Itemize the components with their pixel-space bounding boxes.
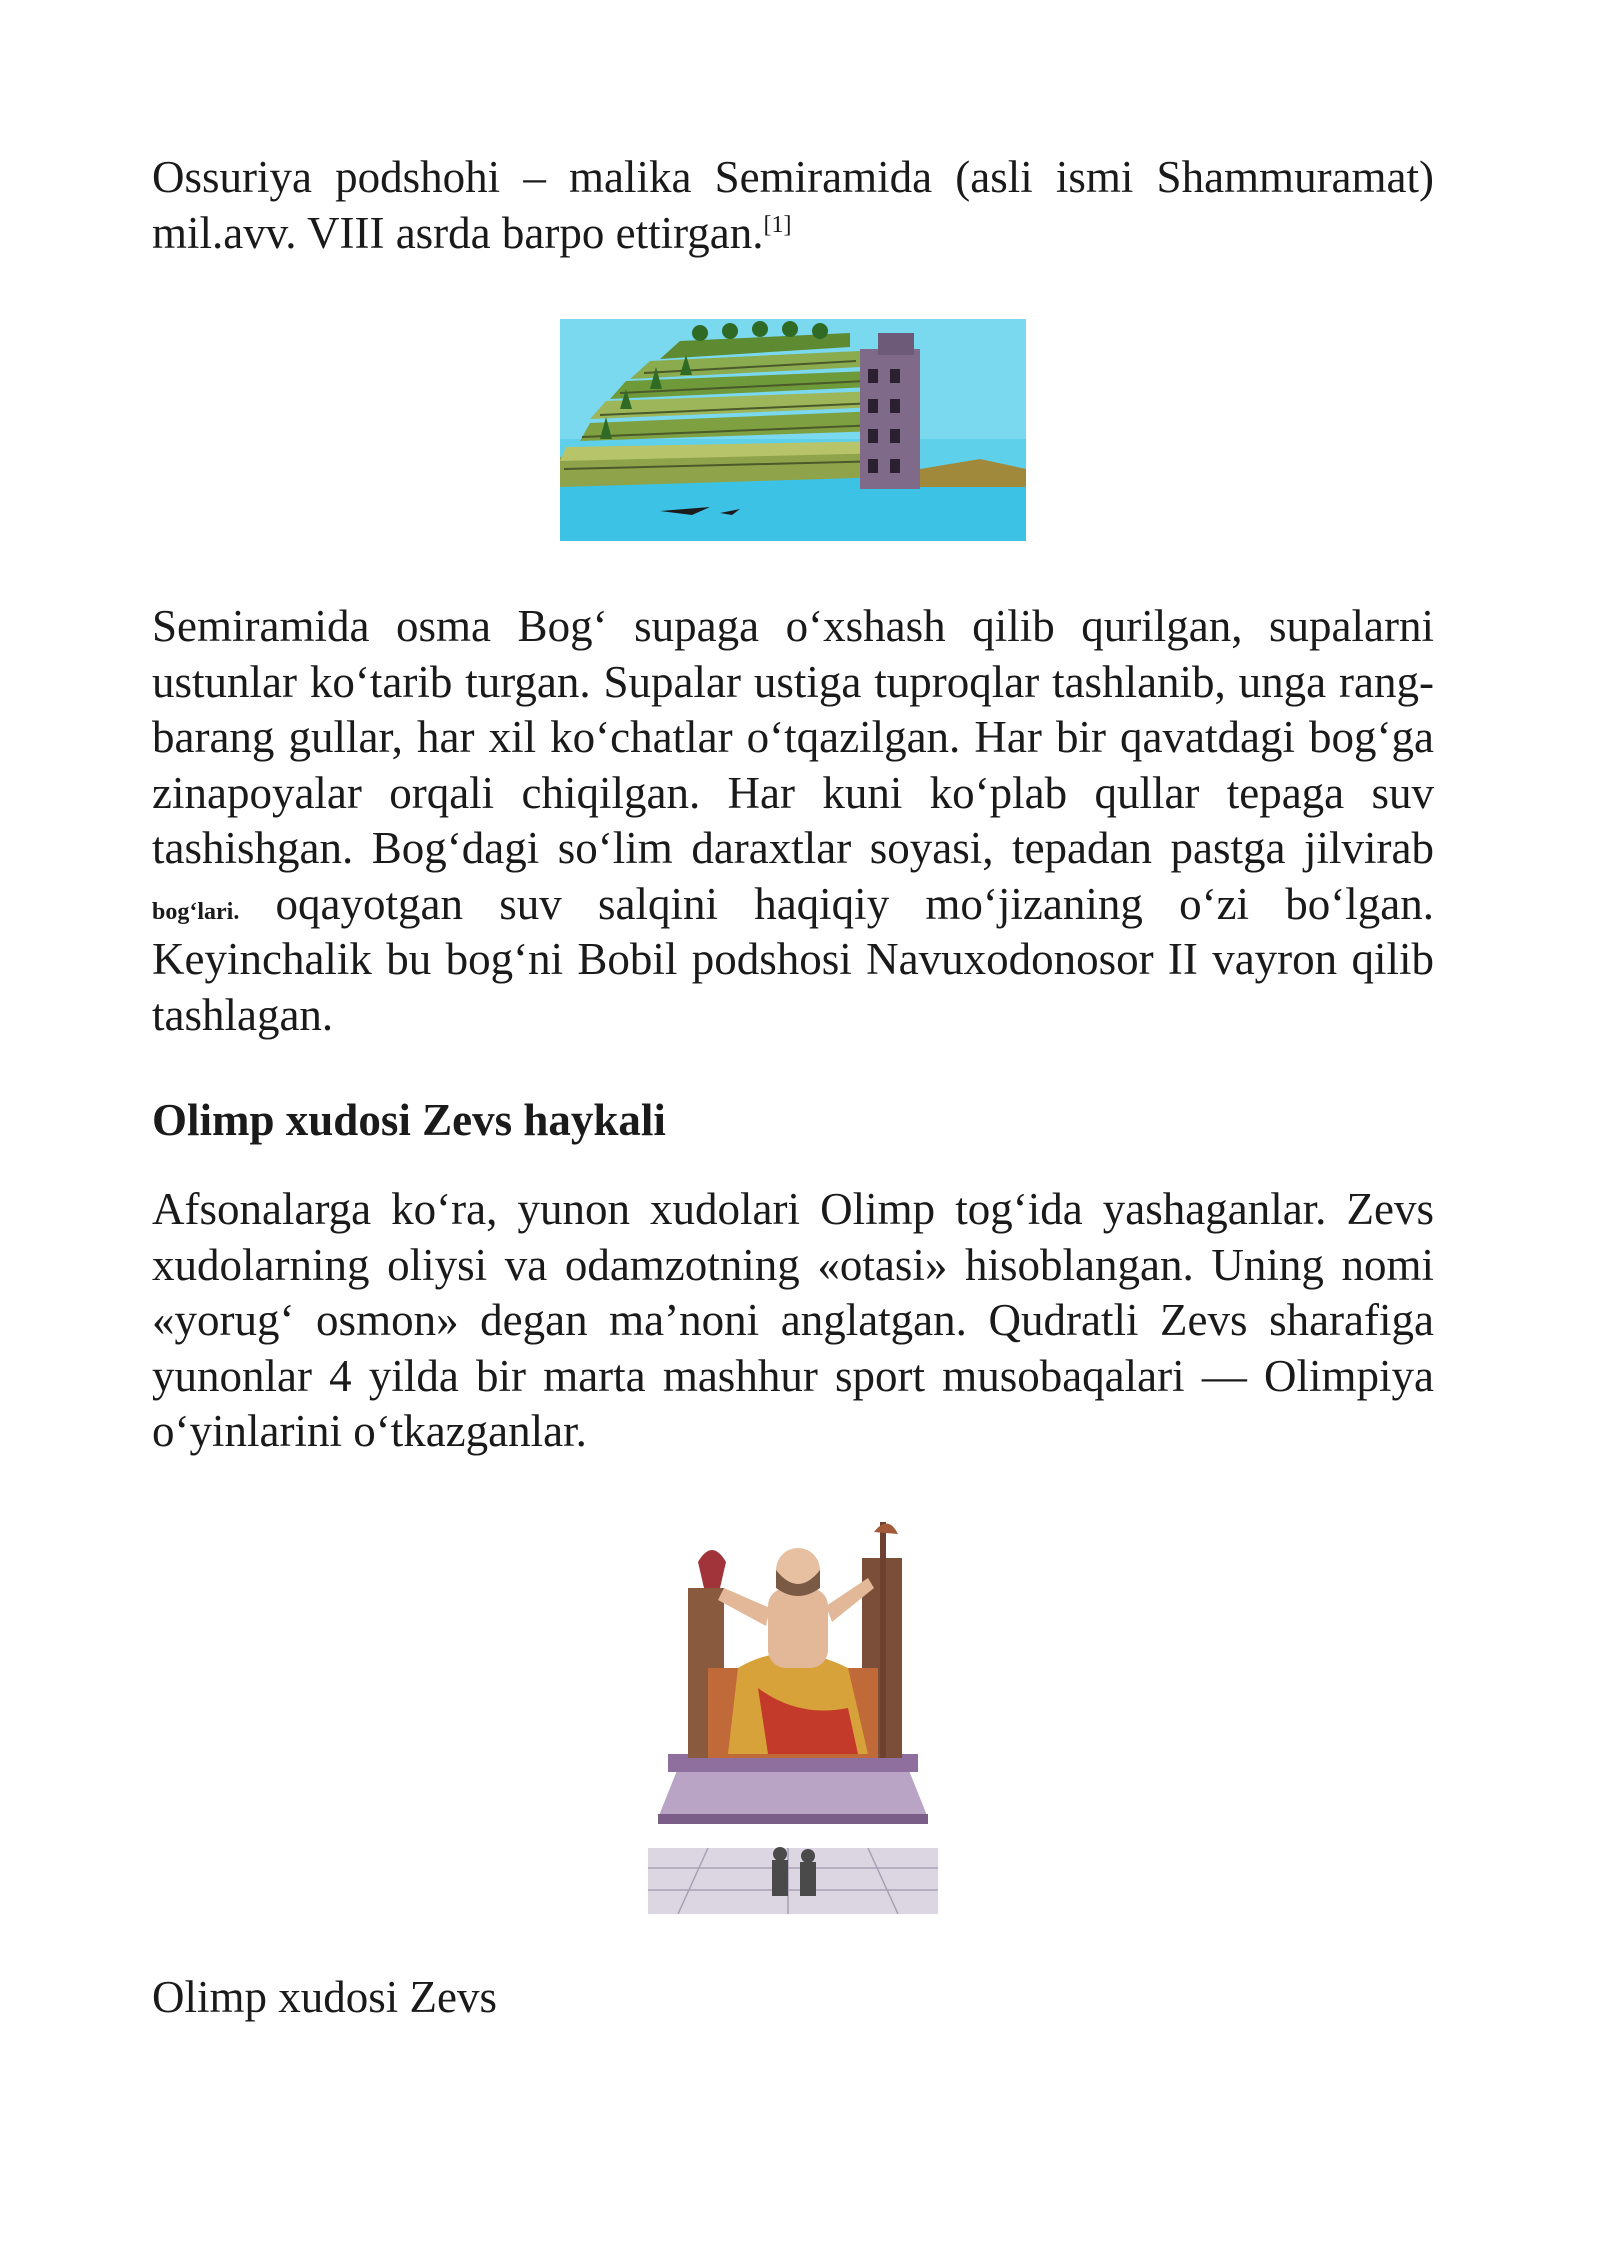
paragraph-semiramida-intro xyxy=(152,150,1434,261)
paragraph-hanging-gardens-description xyxy=(152,599,1434,1043)
paragraph-text-part2: oqayotgan suv salqini haqiqiy mo‘jizaning o‘zi bo‘lgan. Keyinchalik bu bog‘ni Bobil podshosi Navuxodonosor II vayron qilib tashlagan. xyxy=(152,878,1434,1040)
paragraph-text: Ossuriya podshohi – malika Semiramida (asli ismi Shammuramat) mil.avv. VIII asrda barpo ettirgan. xyxy=(152,152,1434,258)
section-heading: Olimp xudosi Zevs haykali xyxy=(152,1095,666,1145)
figure-caption: Olimp xudosi Zevs xyxy=(152,1971,497,2022)
paragraph-zeus-description: Afsonalarga ko‘ra, yunon xudolari Olimp tog‘ida yashaganlar. Zevs xudolarning oliysi va odamzotning «otasi» hisoblangan. Uning nomi «yorug‘ osmon» degan ma’noni anglatgan. Qudratli Zevs sharafiga yunonlar 4 yilda bir marta mashhur sport musobaqalari — Olimpiya o‘yinlarini o‘tkazganlar. xyxy=(152,1184,1434,1456)
inline-small-text: bog‘lari. xyxy=(152,898,240,925)
document-page xyxy=(152,150,1434,2025)
figure-zeus-statue xyxy=(152,1518,1434,1914)
footnote-reference[interactable]: [1] xyxy=(763,211,792,238)
figure-hanging-gardens xyxy=(152,319,1434,541)
zeus-statue-illustration xyxy=(648,1518,938,1914)
paragraph-text-part1: Semiramida osma Bog‘ supaga o‘xshash qilib qurilgan, supalarni ustunlar ko‘tarib turgan. Supalar ustiga tuproqlar tashlanib, unga rang-barang gullar, har xil ko‘chatlar o‘tqazilgan. Har bir qavatdagi bog‘ga zinapoyalar orqali chiqilgan. Har kuni ko‘plab qullar tepaga suv tashishgan. Bog‘dagi so‘lim daraxtlar soyasi, tepadan pastga jilvirab xyxy=(152,601,1434,873)
hanging-gardens-illustration xyxy=(560,319,1026,541)
